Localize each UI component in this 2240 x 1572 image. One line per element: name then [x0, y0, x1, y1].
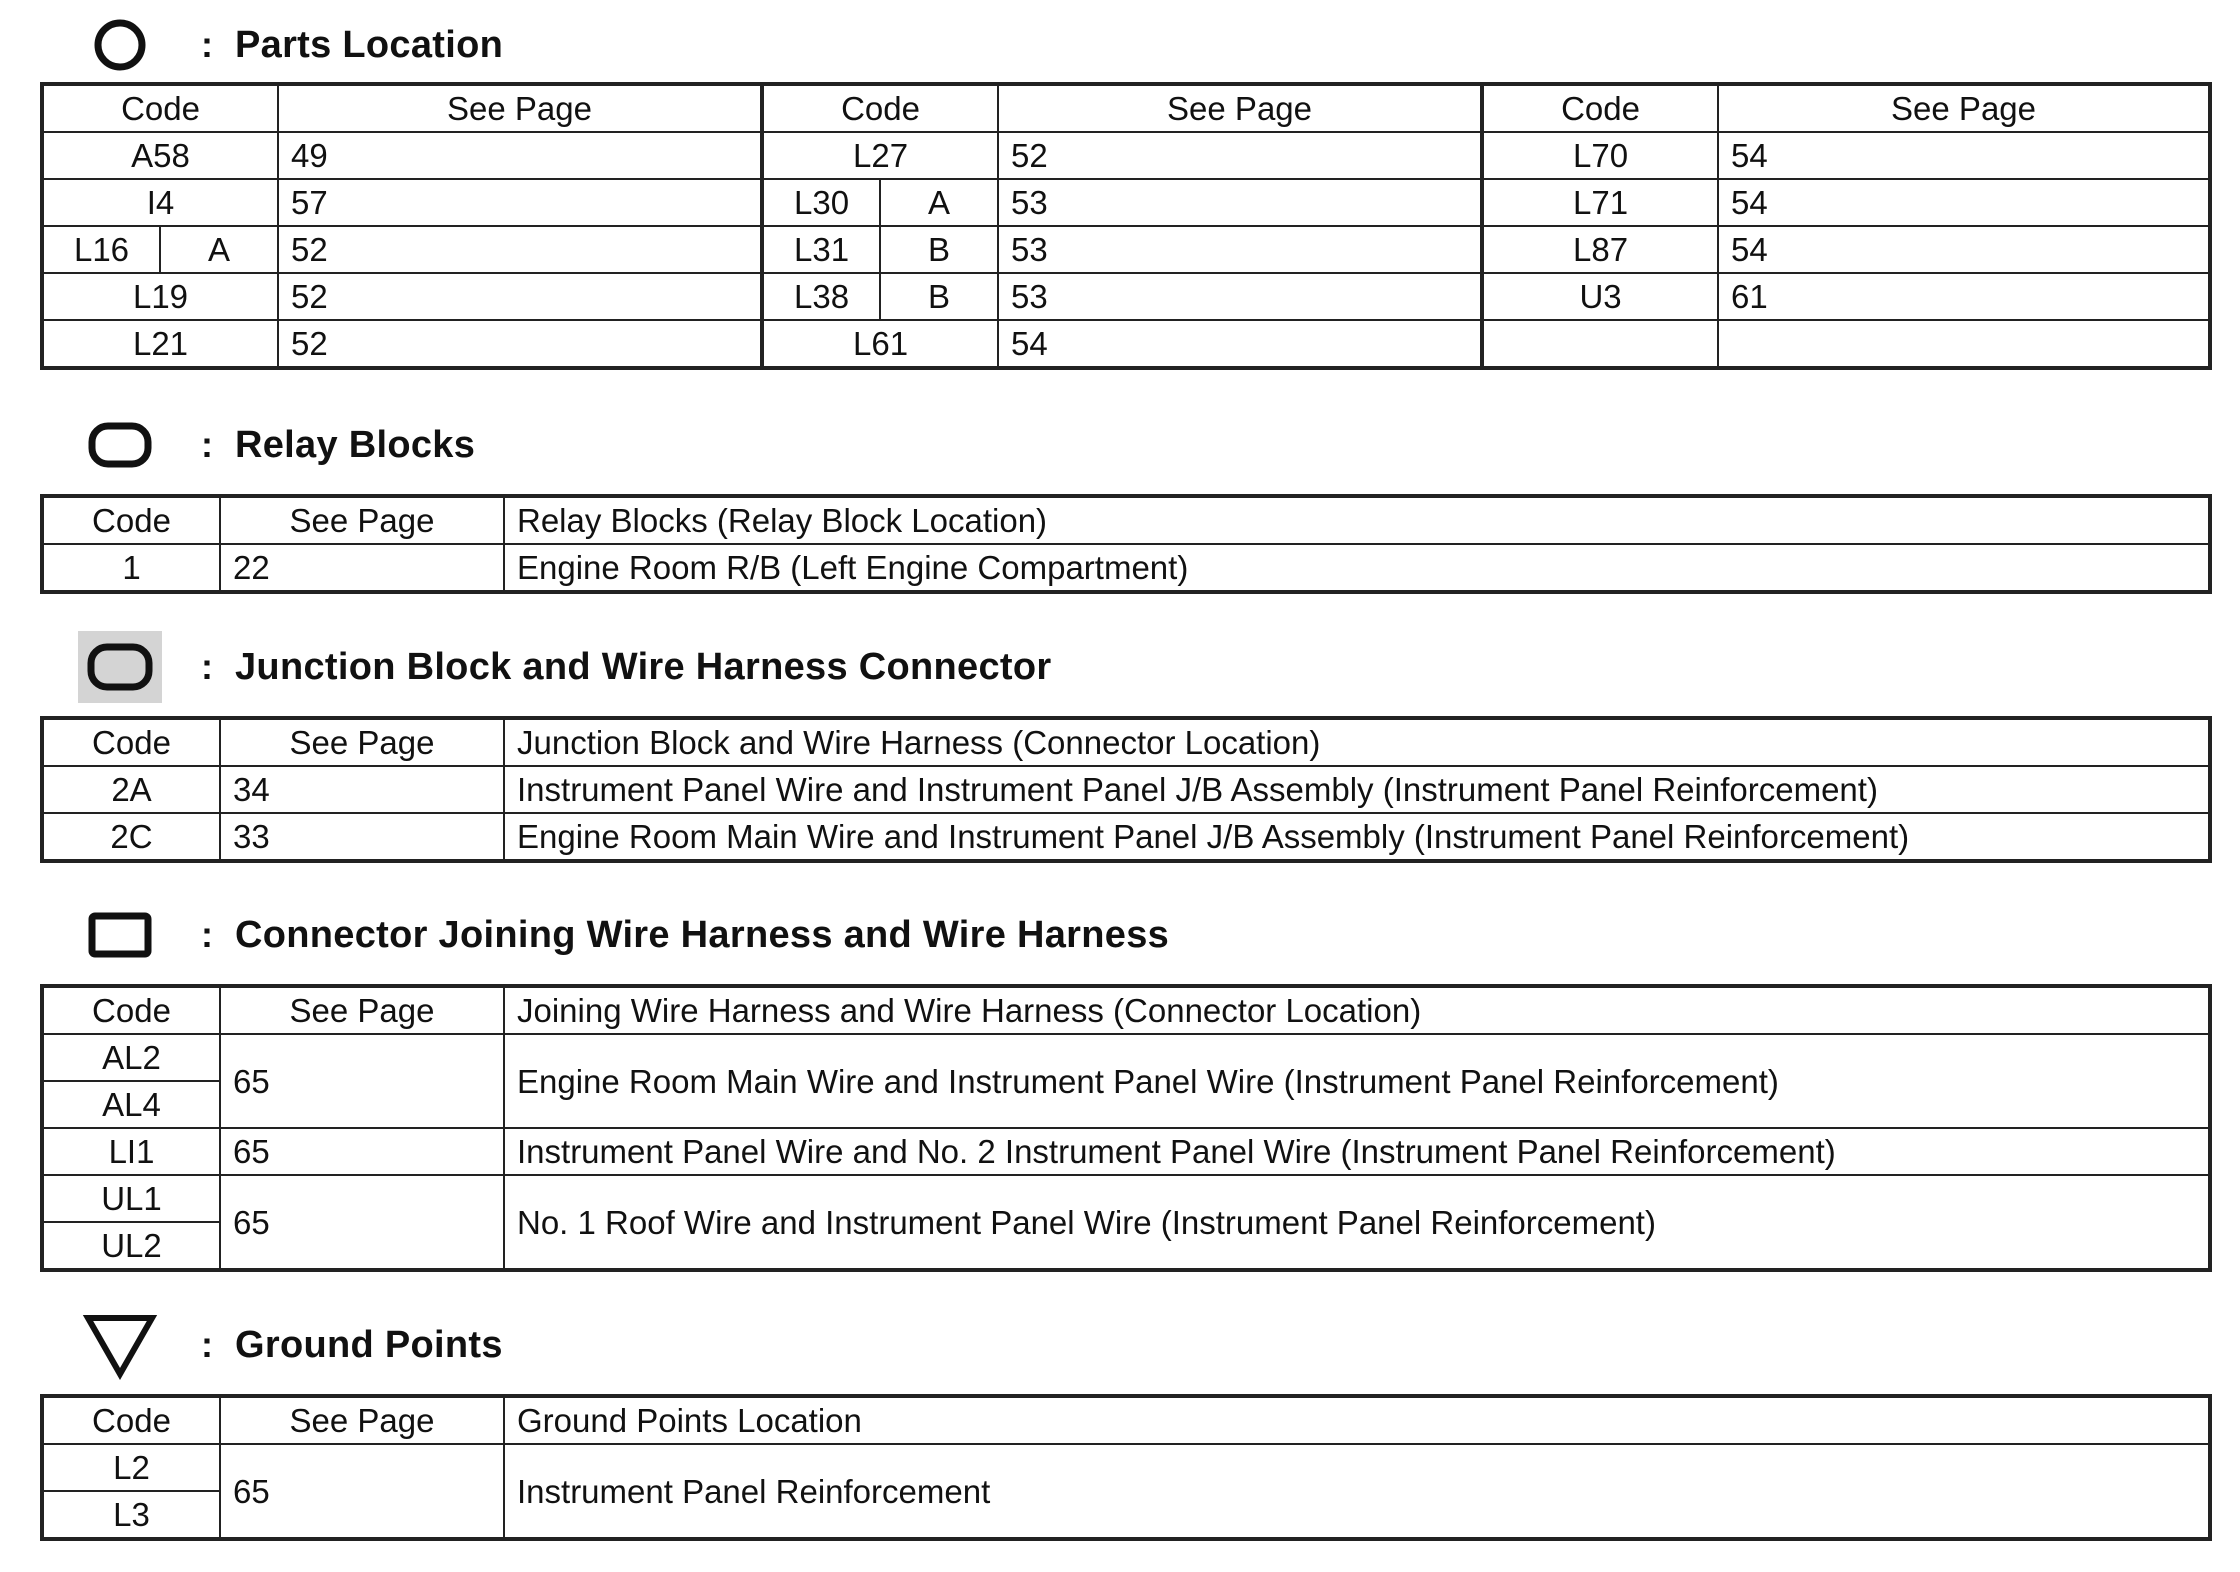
code-cell: UL2 — [42, 1222, 220, 1270]
page-cell: 52 — [278, 226, 762, 273]
code-cell: L87 — [1482, 226, 1718, 273]
page-cell: 54 — [998, 320, 1482, 368]
colon: : — [201, 1324, 213, 1365]
code-cell: UL1 — [42, 1175, 220, 1222]
code-cell: L19 — [42, 273, 278, 320]
page-cell: 61 — [1718, 273, 2210, 320]
header-see-page: See Page — [220, 1396, 504, 1444]
header-description: Ground Points Location — [504, 1396, 2210, 1444]
page-cell: 53 — [998, 179, 1482, 226]
code-cell: 2A — [42, 766, 220, 813]
header-description: Junction Block and Wire Harness (Connector Location) — [504, 718, 2210, 766]
page-cell: 65 — [220, 1034, 504, 1128]
page-cell: 65 — [220, 1175, 504, 1270]
junction-block-heading — [75, 632, 1051, 702]
code-cell: L61 — [762, 320, 998, 368]
description-cell: Engine Room Main Wire and Instrument Panel J/B Assembly (Instrument Panel Reinforcement) — [504, 813, 2210, 861]
header-code: Code — [42, 986, 220, 1034]
header-code: Code — [42, 496, 220, 544]
header-see-page: See Page — [220, 496, 504, 544]
code-cell: L21 — [42, 320, 278, 368]
code-cell: L27 — [762, 132, 998, 179]
code-cell: L38 — [762, 273, 880, 320]
code-cell: L2 — [42, 1444, 220, 1491]
triangle-down-icon — [75, 1310, 165, 1380]
colon: : — [201, 24, 213, 65]
header-code: Code — [42, 84, 278, 132]
sub-code-cell: B — [880, 273, 998, 320]
page-cell: 22 — [220, 544, 504, 592]
code-cell: 1 — [42, 544, 220, 592]
code-cell: L70 — [1482, 132, 1718, 179]
code-cell: L31 — [762, 226, 880, 273]
header-code: Code — [762, 84, 998, 132]
parts-location-heading — [75, 10, 503, 80]
description-cell: Engine Room R/B (Left Engine Compartment) — [504, 544, 2210, 592]
code-cell: U3 — [1482, 273, 1718, 320]
header-code: Code — [42, 1396, 220, 1444]
description-cell: Instrument Panel Reinforcement — [504, 1444, 2210, 1539]
code-cell: AL4 — [42, 1081, 220, 1128]
header-see-page: See Page — [998, 84, 1482, 132]
header-see-page: See Page — [1718, 84, 2210, 132]
sub-code-cell: A — [880, 179, 998, 226]
rectangle-icon — [75, 900, 165, 970]
code-cell: L3 — [42, 1491, 220, 1539]
page-cell: 53 — [998, 273, 1482, 320]
ground-points-table — [40, 1394, 2212, 1541]
sub-code-cell: B — [880, 226, 998, 273]
code-cell: L16 — [42, 226, 160, 273]
section-title: Junction Block and Wire Harness Connector — [235, 645, 1052, 688]
code-cell: L30 — [762, 179, 880, 226]
page-cell: 34 — [220, 766, 504, 813]
section-title: Parts Location — [235, 23, 504, 66]
code-cell: AL2 — [42, 1034, 220, 1081]
page-cell: 57 — [278, 179, 762, 226]
section-title: Ground Points — [235, 1323, 503, 1366]
description-cell: No. 1 Roof Wire and Instrument Panel Wire (Instrument Panel Reinforcement) — [504, 1175, 2210, 1270]
header-description: Joining Wire Harness and Wire Harness (Connector Location) — [504, 986, 2210, 1034]
page-cell: 65 — [220, 1128, 504, 1175]
section-title: Relay Blocks — [235, 423, 476, 466]
code-cell: L71 — [1482, 179, 1718, 226]
sub-code-cell: A — [160, 226, 278, 273]
header-code: Code — [1482, 84, 1718, 132]
empty-cell — [1482, 320, 1718, 368]
header-see-page: See Page — [278, 84, 762, 132]
shaded-rounded-rect-icon — [75, 632, 165, 702]
page-cell: 54 — [1718, 226, 2210, 273]
connector-joining-heading — [75, 900, 1169, 970]
header-see-page: See Page — [220, 986, 504, 1034]
relay-blocks-heading — [75, 410, 475, 480]
rounded-rect-icon — [75, 410, 165, 480]
page-cell: 54 — [1718, 132, 2210, 179]
page-cell: 65 — [220, 1444, 504, 1539]
empty-cell — [1718, 320, 2210, 368]
page-cell: 52 — [998, 132, 1482, 179]
header-description: Relay Blocks (Relay Block Location) — [504, 496, 2210, 544]
ground-points-heading — [75, 1310, 503, 1380]
description-cell: Instrument Panel Wire and Instrument Panel J/B Assembly (Instrument Panel Reinforcement) — [504, 766, 2210, 813]
page-cell: 53 — [998, 226, 1482, 273]
junction-block-table — [40, 716, 2212, 863]
connector-joining-table — [40, 984, 2212, 1272]
section-title: Connector Joining Wire Harness and Wire Harness — [235, 913, 1170, 956]
header-see-page: See Page — [220, 718, 504, 766]
code-cell: 2C — [42, 813, 220, 861]
code-cell: A58 — [42, 132, 278, 179]
code-cell: I4 — [42, 179, 278, 226]
colon: : — [201, 914, 213, 955]
relay-blocks-table — [40, 494, 2212, 594]
page-cell: 33 — [220, 813, 504, 861]
page-cell: 49 — [278, 132, 762, 179]
code-cell: LI1 — [42, 1128, 220, 1175]
description-cell: Engine Room Main Wire and Instrument Panel Wire (Instrument Panel Reinforcement) — [504, 1034, 2210, 1128]
page-cell: 52 — [278, 320, 762, 368]
colon: : — [201, 424, 213, 465]
page-cell: 54 — [1718, 179, 2210, 226]
colon: : — [201, 646, 213, 687]
header-code: Code — [42, 718, 220, 766]
circle-icon — [75, 10, 165, 80]
description-cell: Instrument Panel Wire and No. 2 Instrument Panel Wire (Instrument Panel Reinforcement) — [504, 1128, 2210, 1175]
page-cell: 52 — [278, 273, 762, 320]
parts-location-table — [40, 82, 2212, 370]
